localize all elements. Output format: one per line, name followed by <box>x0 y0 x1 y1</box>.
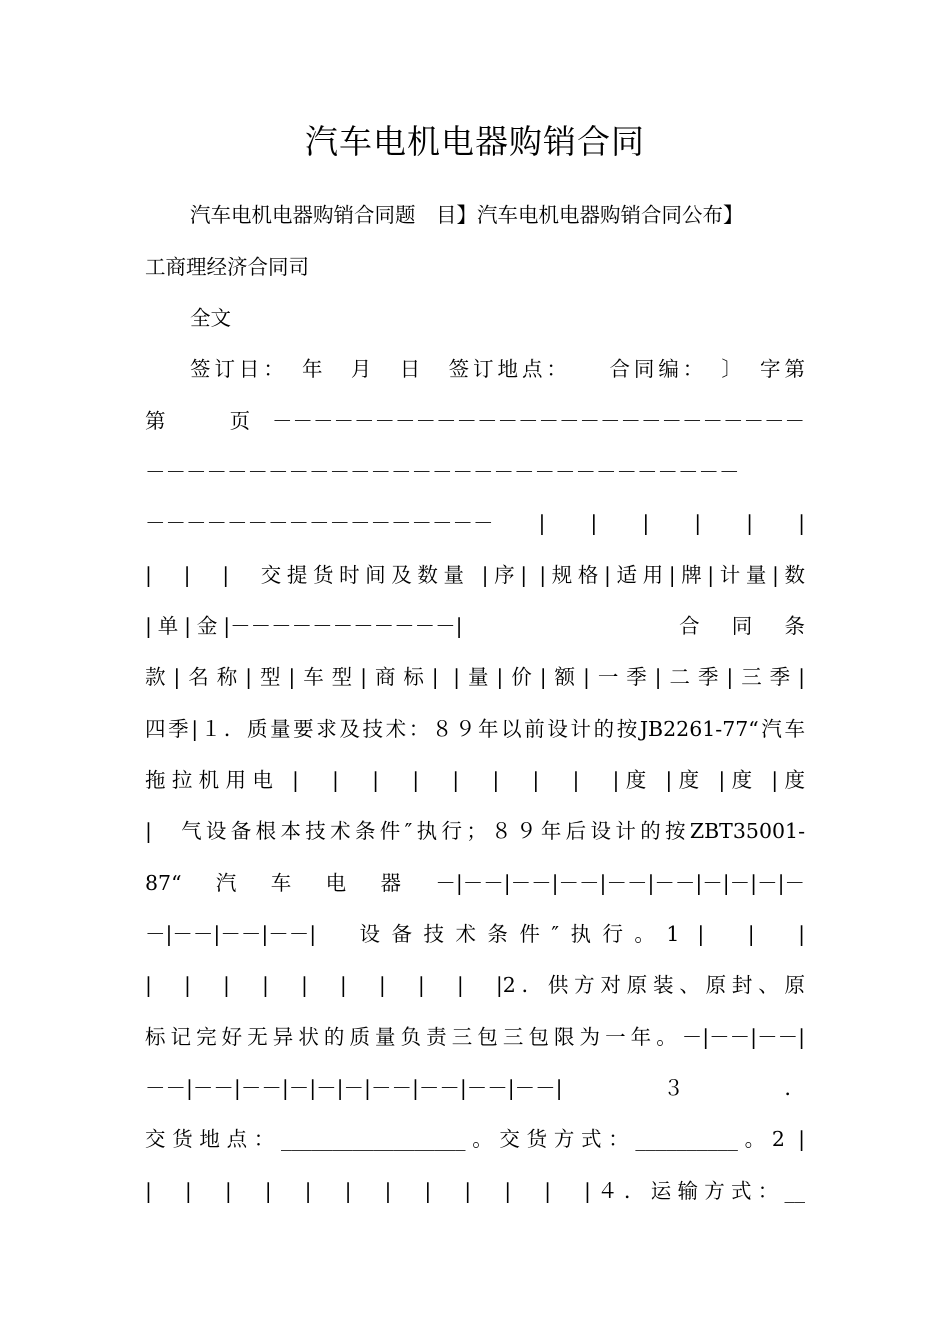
text-line: | 气设备根本技术条件″执行；８９年后设计的按ZBT35001- <box>145 819 805 843</box>
text-line: 汽车电机电器购销合同题 目】汽车电机电器购销合同公布】 <box>190 203 744 227</box>
text-line: | | | | | | | | | |2．供方对原装、原封、原 <box>145 973 805 997</box>
text-line: 签订日： 年 月 日 签订地点： 合同编： 〕 字第 <box>190 357 805 381</box>
text-line: |单|金|－－－－－－－－－－－| 合 同 条 <box>145 614 805 638</box>
text-line: 标记完好无异状的质量负责三包三包限为一年。－|－－|－－| <box>145 1025 805 1049</box>
text-line: 四季|１．质量要求及技术：８９年以前设计的按JB2261-77“汽车 <box>145 717 805 741</box>
text-line: 交货地点：__________________。交货方式：__________。2 | <box>145 1127 805 1151</box>
text-line: 款|名称|型|车型|商标| |量|价|额|一季|二季|三季| <box>145 665 805 689</box>
text-line: －|－－|－－|－－| 设备技术条件″执行。1 | | | <box>145 922 805 946</box>
text-line: | | | 交提货时间及数量 |序| |规格|适用|牌|计量|数 <box>145 563 805 587</box>
text-line: －－|－－|－－|－|－|－|－－|－－|－－|－－|３． <box>145 1076 805 1100</box>
text-line: 拖拉机用电 | | | | | | | | |度 |度 |度 |度 <box>145 768 805 792</box>
text-line: －－－－－－－－－－－－－－－－－－－－－－－－－－－－－ <box>145 460 740 484</box>
text-line: 第 页－－－－－－－－－－－－－－－－－－－－－－－－－－ <box>145 409 805 433</box>
text-line: 工商理经济合同司 <box>145 255 309 279</box>
text-line: －－－－－－－－－－－－－－－－－ | | | | | | <box>145 511 805 535</box>
text-line: 全文 <box>190 306 231 330</box>
document-title: 汽车电机电器购销合同 <box>305 122 645 161</box>
text-line: | | | | | | | | | | | |４．运输方式：__ <box>145 1179 805 1203</box>
text-line: 87“汽车电器－|－－|－－|－－|－－|－－|－|－|－|－ <box>145 871 805 895</box>
